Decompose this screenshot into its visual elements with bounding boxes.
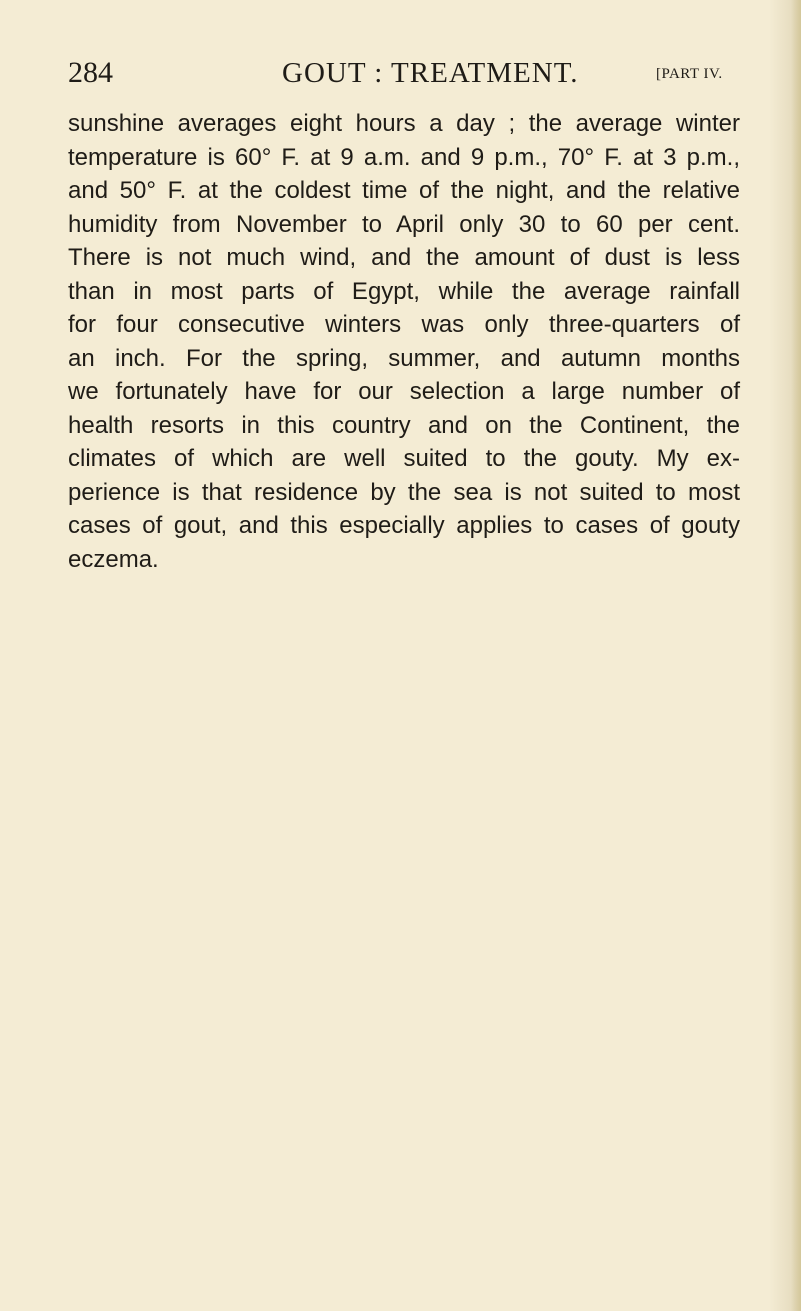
text-line: health resorts in this country and on the Continent, the bbox=[68, 411, 740, 439]
text-line: cases of gout, and this especially applies to cases of gouty bbox=[68, 512, 740, 539]
text-line: climates of which are well suited to the gouty. My ex- bbox=[68, 445, 740, 472]
running-header bbox=[68, 56, 738, 90]
page-number: 284 bbox=[68, 56, 113, 89]
text-line: an inch. For the spring, summer, and autumn months bbox=[68, 344, 740, 372]
text-line: humidity from November to April only 30 to 60 per cent. bbox=[68, 210, 740, 238]
body-paragraph bbox=[68, 107, 740, 576]
text-line: eczema. bbox=[68, 545, 159, 573]
running-title: GOUT : TREATMENT. bbox=[282, 57, 579, 89]
part-indicator: [PART IV. bbox=[656, 66, 723, 82]
text-line: and 50° F. at the coldest time of the night, and the relative bbox=[68, 177, 740, 204]
text-line: temperature is 60° F. at 9 a.m. and 9 p.m., 70° F. at 3 p.m., bbox=[68, 143, 740, 171]
text-line: sunshine averages eight hours a day ; the average winter bbox=[68, 110, 740, 137]
text-line: than in most parts of Egypt, while the average rainfall bbox=[68, 277, 740, 305]
text-line: There is not much wind, and the amount of dust is less bbox=[68, 244, 740, 271]
text-line: we fortunately have for our selection a large number of bbox=[68, 378, 740, 405]
page-edge-shadow bbox=[791, 0, 801, 1311]
text-line: perience is that residence by the sea is not suited to most bbox=[68, 478, 740, 506]
text-line: for four consecutive winters was only three-quarters of bbox=[68, 311, 740, 338]
